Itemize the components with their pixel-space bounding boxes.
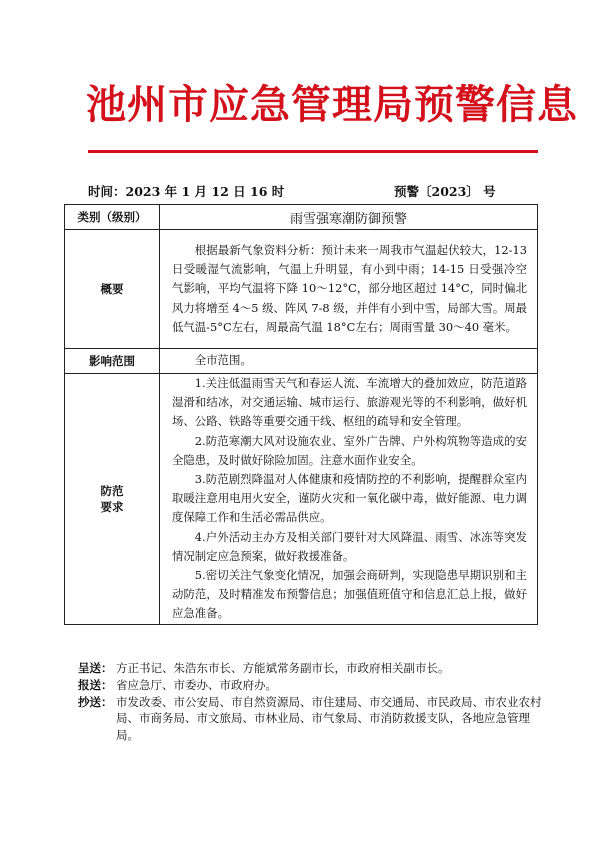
chengsong-label: 呈送： — [78, 661, 113, 675]
prevention-label-line-2: 要求 — [100, 499, 124, 514]
issue-time: 时间：2023 年 1 月 12 日 16 时 — [88, 184, 285, 199]
distribution-row-chaosong — [78, 694, 548, 744]
distribution-list — [78, 660, 548, 744]
summary-text: 根据最新气象资料分析：预计未来一周我市气温起伏较大，12-13 日受暖湿气流影响，气温上升明显，有小到中雨；14-15 日受强冷空气影响，平均气温将下降 10～12°C，部分地区超过 14°C，同时偏北风力将增至 4～5 级、阵风 7-8 级，并伴有小到中雪，局部大雪。周最低气温-5°C左右，周最高气温 18°C左右；周雨雪量 30～40 毫米。 — [172, 242, 527, 334]
summary-cell — [160, 230, 538, 349]
table-row-category — [65, 205, 538, 230]
category-value: 雨雪强寒潮防御预警 — [160, 205, 538, 230]
scope-label: 影响范围 — [65, 349, 160, 374]
chaosong-value: 市发改委、市公安局、市自然资源局、市住建局、市交通局、市民政局、市农业农村局、市商务局、市文旅局、市林业局、市气象局、市消防救援支队，各地应急管理局。 — [116, 694, 542, 743]
prevention-item: 3.防范剧烈降温对人体健康和疫情防控的不利影响，提醒群众室内取暖注意用电用火安全，谨防火灾和一氧化碳中毒，做好能源、电力调度保障工作和生活必需品供应。 — [172, 472, 527, 525]
chaosong-label: 抄送： — [78, 694, 113, 709]
distribution-row-chengsong — [78, 660, 548, 677]
document-title: 池州市应急管理局预警信息 — [86, 81, 578, 128]
prevention-label-line-1: 防范 — [100, 483, 124, 498]
summary-label: 概要 — [65, 230, 160, 349]
scope-cell — [160, 349, 538, 374]
baosong-label: 报送： — [78, 677, 113, 692]
distribution-row-baosong — [78, 677, 548, 694]
category-label: 类别（级别） — [65, 205, 160, 230]
baosong-value: 省应急厅、市委办、市政府办。 — [116, 677, 277, 692]
chengsong-value: 方正书记、朱浩东市长、方能斌常务副市长，市政府相关副市长。 — [116, 661, 450, 675]
prevention-item: 4.户外活动主办方及相关部门要针对大风降温、雨雪、冰冻等突发情况制定应急预案，做好救援准备。 — [172, 529, 527, 563]
prevention-item: 2.防范寒潮大风对设施农业、室外广告牌、户外构筑物等造成的安全隐患，及时做好除险加固。注意水面作业安全。 — [172, 433, 527, 467]
table-row-prevention — [65, 374, 538, 625]
warning-table — [64, 204, 538, 625]
red-divider — [88, 150, 538, 153]
prevention-label — [65, 374, 160, 625]
prevention-cell — [160, 374, 538, 625]
scope-value: 全市范围。 — [194, 353, 252, 368]
warning-number: 预警〔2023〕 号 — [394, 184, 496, 199]
meta-line — [88, 182, 548, 200]
table-row-scope — [65, 349, 538, 374]
prevention-item: 1.关注低温雨雪天气和春运人流、车流增大的叠加效应，防范道路湿滑和结冰，对交通运输、城市运行、旅游观光等的不利影响，做好机场、公路、铁路等重要交通干线、枢纽的疏导和安全管理。 — [172, 376, 527, 429]
table-row-summary — [65, 230, 538, 349]
prevention-item: 5.密切关注气象变化情况，加强会商研判，实现隐患早期识别和主动防范，及时精准发布预警信息；加强值班值守和信息汇总上报，做好应急准备。 — [172, 568, 527, 621]
